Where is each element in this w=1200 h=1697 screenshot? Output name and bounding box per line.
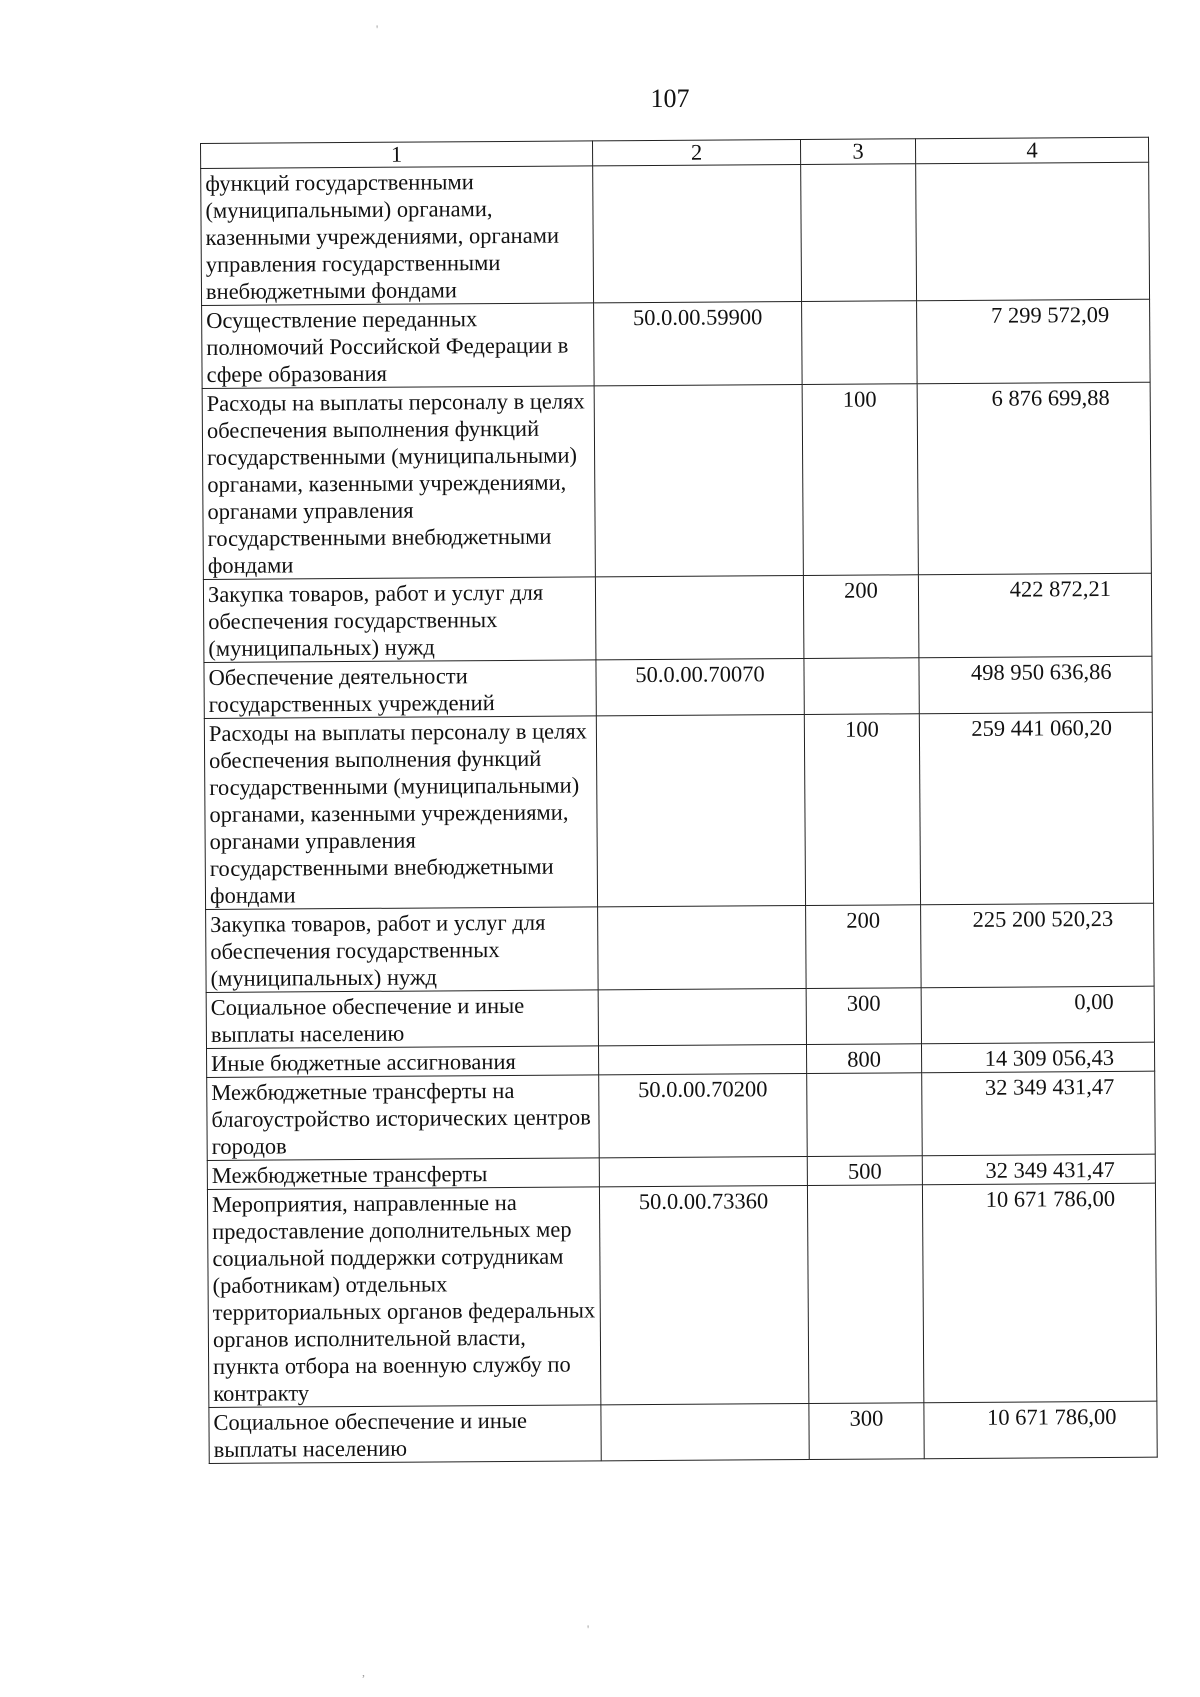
row-amount: 6 876 699,88 [917, 382, 1151, 575]
table-row [206, 986, 1154, 1048]
row-code: 50.0.00.70200 [599, 1073, 808, 1157]
row-code [595, 576, 804, 660]
row-code: 50.0.00.70070 [596, 659, 804, 716]
row-type: 100 [802, 384, 918, 576]
row-amount: 32 349 431,47 [922, 1154, 1155, 1185]
scan-speck: , [362, 1665, 365, 1679]
row-type [801, 164, 917, 302]
table-row [207, 1071, 1156, 1160]
row-amount: 7 299 572,09 [917, 299, 1151, 384]
header-col-3: 3 [800, 139, 915, 165]
row-amount: 0,00 [921, 986, 1154, 1044]
row-type [804, 658, 919, 715]
row-code [601, 1403, 809, 1460]
header-col-4: 4 [915, 137, 1148, 164]
row-type: 300 [809, 1403, 924, 1460]
row-code [598, 1044, 806, 1074]
row-amount: 32 349 431,47 [922, 1071, 1156, 1156]
table-row [202, 299, 1151, 388]
row-type: 100 [804, 714, 920, 906]
row-code [598, 988, 806, 1045]
table-row [207, 1183, 1156, 1407]
row-name: Расходы на выплаты персоналу в целях обеспечения выполнения функций государственными (муниципальными) органами, казенными учреждениями, органами управления государственными внебюджетными фондами [202, 386, 595, 580]
table-body [201, 162, 1158, 1463]
table-row [204, 656, 1152, 718]
row-name: функций государственными (муниципальными) органами, казенными учреждениями, органами управления государственными внебюджетными фондами [201, 166, 594, 306]
row-type [807, 1185, 923, 1404]
header-col-2: 2 [592, 140, 800, 166]
scan-speck: ' [376, 22, 379, 36]
row-type [807, 1073, 923, 1157]
row-type: 200 [806, 905, 922, 989]
page-number: 107 [650, 84, 690, 113]
row-type: 300 [806, 988, 921, 1045]
row-name: Обеспечение деятельности государственных учреждений [204, 660, 596, 719]
row-amount: 10 671 786,00 [922, 1183, 1156, 1403]
row-name: Социальное обеспечение и иные выплаты населению [206, 990, 598, 1049]
budget-table [200, 137, 1158, 1464]
row-type: 500 [807, 1156, 922, 1186]
row-code [598, 906, 807, 990]
row-name: Закупка товаров, работ и услуг для обеспечения государственных (муниципальных) нужд [206, 907, 599, 993]
row-name: Межбюджетные трансферты на благоустройство исторических центров городов [207, 1075, 600, 1161]
row-code: 50.0.00.73360 [599, 1185, 808, 1404]
row-code: 50.0.00.59900 [594, 302, 803, 386]
row-code [599, 1156, 807, 1186]
scan-speck: ' [587, 1622, 590, 1636]
row-code [594, 385, 803, 577]
row-code [593, 165, 802, 303]
row-name: Мероприятия, направленные на предоставление дополнительных мер социальной поддержки сотрудникам (работникам) отдельных территориальных органов федеральных органов исполнительной власти, пункта отбора на военную службу по контракту [207, 1187, 600, 1408]
row-name: Расходы на выплаты персоналу в целях обеспечения выполнения функций государственными (муниципальными) органами, казенными учреждениями, органами управления государственными внебюджетными фондами [204, 716, 597, 910]
table-row [209, 1401, 1157, 1463]
row-name: Межбюджетные трансферты [207, 1158, 599, 1190]
row-amount [916, 162, 1150, 301]
row-amount: 14 309 056,43 [921, 1042, 1154, 1073]
row-code [596, 715, 805, 907]
row-amount: 10 671 786,00 [924, 1401, 1157, 1459]
row-type: 800 [806, 1044, 921, 1074]
row-type [802, 301, 918, 385]
row-amount: 259 441 060,20 [919, 712, 1153, 905]
row-amount: 422 872,21 [918, 573, 1152, 658]
table-row [203, 573, 1152, 662]
header-col-1: 1 [201, 141, 593, 169]
row-name: Социальное обеспечение и иные выплаты населению [209, 1405, 601, 1464]
row-amount: 225 200 520,23 [921, 903, 1155, 988]
table-row [201, 162, 1150, 305]
table-row [202, 382, 1151, 579]
table-row [204, 712, 1153, 909]
row-name: Закупка товаров, работ и услуг для обеспечения государственных (муниципальных) нужд [203, 577, 596, 663]
row-amount: 498 950 636,86 [919, 656, 1152, 714]
row-name: Иные бюджетные ассигнования [207, 1046, 599, 1078]
row-name: Осуществление переданных полномочий Российской Федерации в сфере образования [202, 303, 595, 389]
row-type: 200 [803, 575, 919, 659]
table-row [206, 903, 1155, 992]
